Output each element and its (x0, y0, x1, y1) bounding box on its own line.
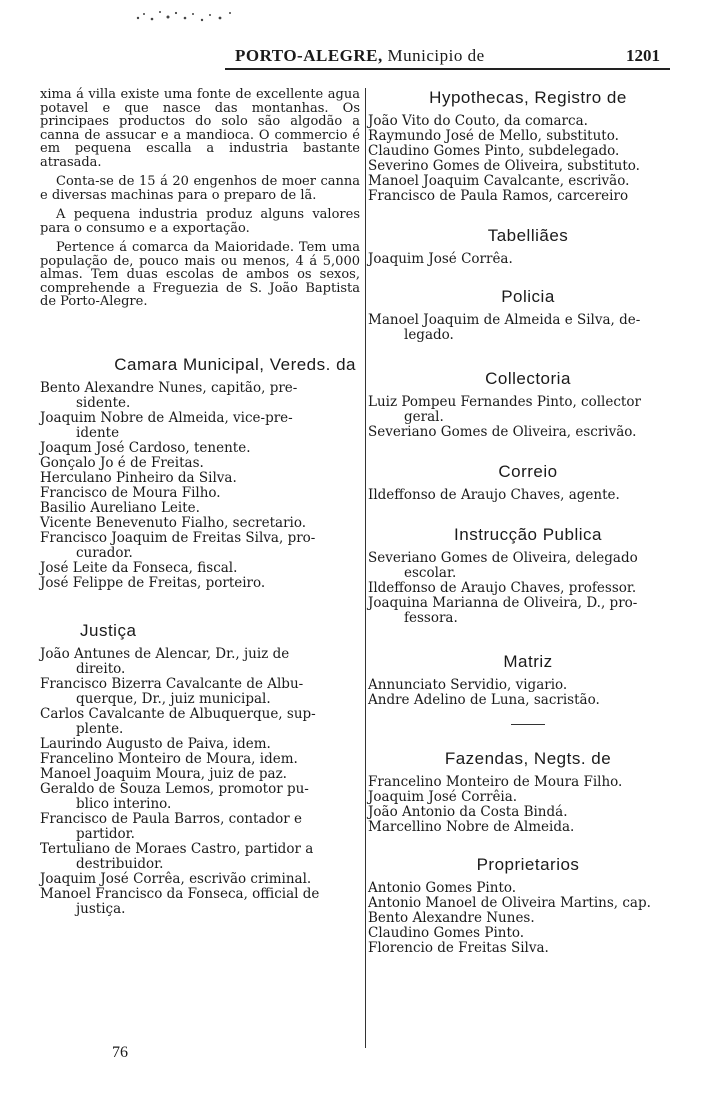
section-title-justica: Justiça (80, 620, 137, 640)
entry-main: Francisco de Paula Barros, contador e (40, 810, 303, 827)
intro-paragraph: Pertence á comarca da Maioridade. Tem uma população de, pouco mais ou menos, 4 á 5,000 almas. Tem duas escolas de ambos os sexos, comprehende a Freguezia de S. João Baptista de Porto-Alegre. (40, 240, 360, 309)
entry-continuation: justiça. (76, 900, 126, 917)
running-title-bold: PORTO-ALEGRE, (235, 46, 383, 65)
entry-main: Severiano Gomes de Oliveira, delegado (368, 550, 638, 566)
list-item: Ildeffonso de Araujo Chaves, agente. (368, 487, 620, 503)
list-item (368, 395, 688, 425)
list-item: Claudino Gomes Pinto, subdelegado. (368, 143, 620, 159)
section-title-fazendas: Fazendas, Negts. de (444, 749, 612, 768)
entry-main: João Antunes de Alencar, Dr., juiz de (40, 645, 290, 662)
list-item: Annunciato Servidio, vigario. (368, 677, 568, 693)
list-item (40, 677, 360, 707)
list-item: Laurindo Augusto de Paiva, idem. (40, 735, 271, 752)
justica-list (40, 647, 360, 917)
left-column (40, 88, 360, 917)
section-title-instruccao: Instrucção Publica (454, 525, 602, 544)
section-title-hypothecas: Hypothecas, Registro de (429, 88, 627, 107)
list-item: Herculano Pinheiro da Silva. (40, 469, 237, 486)
section-title-matriz: Matriz (503, 652, 553, 671)
column-divider (365, 88, 366, 1048)
entry-main: Luiz Pompeu Fernandes Pinto, collector (368, 394, 641, 410)
list-item: Joaquim José Corrêia. (368, 789, 518, 805)
list-item: José Leite da Fonseca, fiscal. (40, 559, 238, 576)
list-item: Florencio de Freitas Silva. (368, 940, 549, 956)
list-item: Antonio Gomes Pinto. (368, 880, 517, 896)
running-title (235, 46, 485, 66)
list-item: Andre Adelino de Luna, sacristão. (368, 692, 600, 708)
section-divider (511, 724, 545, 725)
entry-continuation: partidor. (76, 825, 135, 842)
list-item: Manoel Joaquim Moura, juiz de paz. (40, 765, 287, 782)
section-title-tabelliaes: Tabelliães (487, 226, 569, 245)
section-title-correio: Correio (498, 462, 558, 481)
entry-main: Manoel Francisco da Fonseca, official de (40, 885, 320, 902)
footer-number: 76 (112, 1044, 128, 1061)
section-title-collectoria: Collectoria (485, 369, 571, 388)
list-item: Francelino Monteiro de Moura, idem. (40, 750, 298, 767)
list-item: João Antonio da Costa Bindá. (368, 804, 568, 820)
section-title-proprietarios: Proprietarios (476, 855, 580, 874)
list-item: Severiano Gomes de Oliveira, escrivão. (368, 424, 637, 440)
entry-main: Joaquina Marianna de Oliveira, D., pro- (368, 595, 638, 611)
list-item (40, 782, 360, 812)
list-item: Marcellino Nobre de Almeida. (368, 819, 575, 835)
entry-main: Francisco Bizerra Cavalcante de Albu- (40, 675, 304, 692)
list-item (368, 551, 688, 581)
list-item (40, 842, 360, 872)
list-item: Ildeffonso de Araujo Chaves, professor. (368, 580, 637, 596)
ink-smudge-marks (130, 4, 240, 28)
page-header (40, 40, 680, 70)
entry-main: Bento Alexandre Nunes, capitão, pre- (40, 379, 298, 396)
entry-main: Tertuliano de Moraes Castro, partidor a (40, 840, 314, 857)
section-title-camara: Camara Municipal, Vereds. da (114, 354, 356, 374)
entry-main: Joaquim Nobre de Almeida, vice-pre- (40, 409, 293, 426)
list-item: Bento Alexandre Nunes. (368, 910, 535, 926)
intro-paragraph: Conta-se de 15 á 20 engenhos de moer canna e diversas machinas para o preparo de lã. (40, 174, 360, 203)
list-item: Basilio Aureliano Leite. (40, 499, 200, 516)
list-item (368, 596, 688, 626)
list-item: Francisco de Moura Filho. (40, 484, 221, 501)
entry-main: Carlos Cavalcante de Albuquerque, sup- (40, 705, 316, 722)
intro-paragraph: xima á villa existe uma fonte de excellente agua potavel e que nasce das montanhas. Os principaes productos do solo são algodão a canna de assucar e a mandioca. O commercio é em pequena escalla a industria bastante atrasada. (40, 87, 360, 170)
list-item (40, 531, 360, 561)
running-title-rest: Municipio de (387, 46, 485, 65)
header-rule (225, 68, 670, 70)
entry-continuation: curador. (76, 544, 133, 561)
list-item (40, 812, 360, 842)
list-item: Claudino Gomes Pinto. (368, 925, 525, 941)
list-item: João Vito do Couto, da comarca. (368, 113, 588, 129)
entry-continuation: fessora. (404, 610, 458, 626)
list-item: José Felippe de Freitas, porteiro. (40, 574, 266, 591)
list-item (40, 411, 360, 441)
list-item: Raymundo José de Mello, substituto. (368, 128, 619, 144)
page-number: 1201 (626, 46, 660, 65)
intro-paragraph: A pequena industria produz alguns valores para o consumo e a exportação. (40, 207, 360, 236)
list-item: Francelino Monteiro de Moura Filho. (368, 774, 623, 790)
entry-continuation: querque, Dr., juiz municipal. (76, 690, 271, 707)
entry-continuation: idente (76, 424, 120, 441)
entry-main: Geraldo de Souza Lemos, promotor pu- (40, 780, 309, 797)
entry-continuation: geral. (404, 409, 444, 425)
list-item: Gonçalo Jo é de Freitas. (40, 454, 204, 471)
right-column (368, 88, 688, 956)
list-item: Francisco de Paula Ramos, carcereiro (368, 188, 629, 204)
entry-continuation: sidente. (76, 394, 131, 411)
entry-continuation: destribuidor. (76, 855, 164, 872)
list-item: Antonio Manoel de Oliveira Martins, cap. (368, 895, 651, 911)
list-item: Joaquim José Corrêa, escrivão criminal. (40, 870, 312, 887)
list-item (40, 381, 360, 411)
list-item: Vicente Benevenuto Fialho, secretario. (40, 514, 307, 531)
section-title-policia: Policia (501, 287, 555, 306)
entry-continuation: legado. (404, 327, 454, 343)
list-item: Manoel Joaquim Cavalcante, escrivão. (368, 173, 630, 189)
list-item: Severino Gomes de Oliveira, substituto. (368, 158, 640, 174)
entry-continuation: direito. (76, 660, 126, 677)
list-item (40, 887, 360, 917)
entry-main: Francisco Joaquim de Freitas Silva, pro- (40, 529, 316, 546)
camara-list (40, 381, 360, 591)
list-item: Joaquim José Corrêa. (368, 251, 513, 267)
list-item (40, 647, 360, 677)
list-item: Joaqum José Cardoso, tenente. (40, 439, 251, 456)
list-item (40, 707, 360, 737)
entry-main: Manoel Joaquim de Almeida e Silva, de- (368, 312, 641, 328)
entry-continuation: blico interino. (76, 795, 172, 812)
entry-continuation: plente. (76, 720, 124, 737)
list-item (368, 313, 688, 343)
entry-continuation: escolar. (404, 565, 457, 581)
